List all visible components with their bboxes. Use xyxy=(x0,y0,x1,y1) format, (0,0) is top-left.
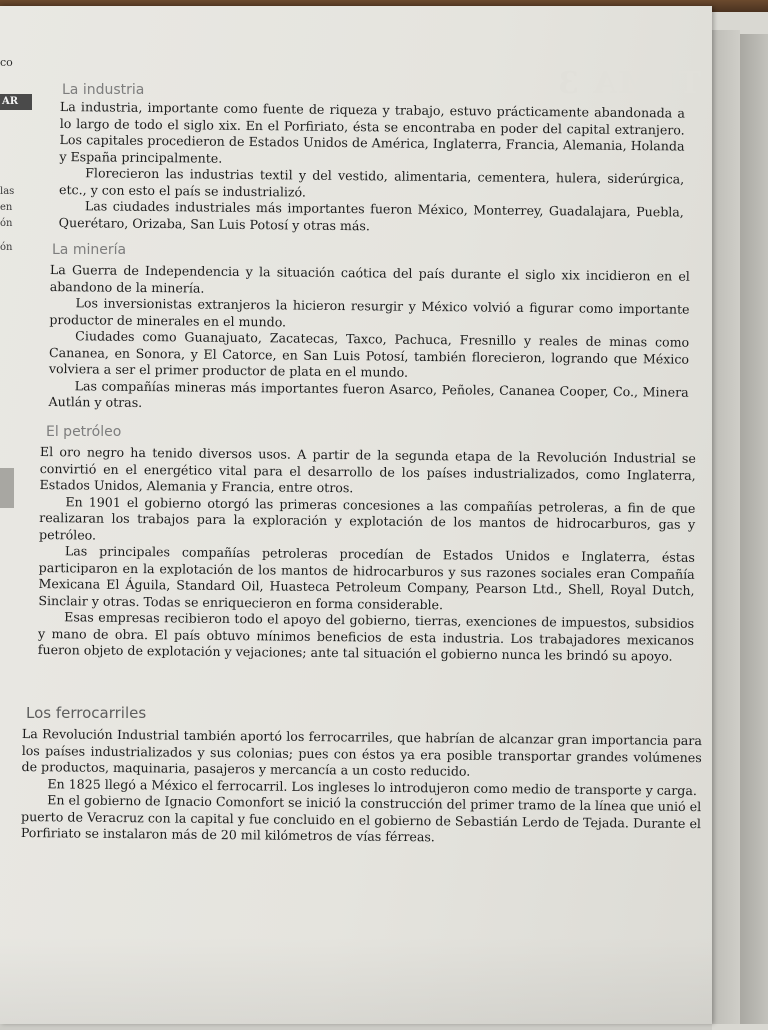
paragraph: La industria, importante como fuente de riqueza y trabajo, estuvo prácticamente abandonada a lo largo de todo el siglo xix. En el Porfiriato, ésta se encontraba en poder del capital extranjero. Los capitales procedieron de Estados Unidos de América, Inglaterra, Francia, Alemania, Holanda y España principalmente. xyxy=(59,99,685,166)
paragraph: La Guerra de Independencia y la situación caótica del país durante el siglo xix incidieron en el abandono de la minería. xyxy=(49,262,690,296)
paragraph: Esas empresas recibieron todo el apoyo del gobierno, tierras, exenciones de impuestos, subsidios y mano de obra. El país obtuvo mínimos beneficios de esta industria. Los trabajadores mexicanos fueron objeto de explotación y vejaciones; ante tal situación el gobierno nunca les brindó su apoyo. xyxy=(37,609,695,664)
page-shadow xyxy=(0,936,712,1030)
paragraph: Las ciudades industriales más importantes fueron México, Monterrey, Guadalajara, Puebla, Querétaro, Orizaba, San Luis Potosí y otras más. xyxy=(58,198,684,233)
margin-word: las xyxy=(0,186,15,197)
page-edge xyxy=(740,34,768,1024)
paragraph: Las principales compañías petroleras procedían de Estados Unidos e Inglaterra, éstas participaron en la explotación de los mantos de hidrocarburos y sus razones sociales eran Compañía Mexicana El Águila, Standard Oil, Huasteca Petroleum Company, Pearson Ltd., Shell, Royal Dutch, Sinclair y otras. Todas se enriquecieron en forma considerable. xyxy=(38,543,695,612)
margin-word: ón xyxy=(0,242,13,253)
paragraph: Las compañías mineras más importantes fueron Asarco, Peñoles, Cananea Cooper, Co., Minera Autlán y otras. xyxy=(48,377,689,410)
margin-fragment: co xyxy=(0,56,13,69)
paragraph: En el gobierno de Ignacio Comonfort se inició la construcción del primer tramo de la línea que unió el puerto de Veracruz con la capital y fue concluido en el gobierno de Sebastián Lerdo de Tejada. Durante el Porfiriato se instalaron más de 20 mil kilómetros de vías férreas. xyxy=(20,792,702,845)
margin-bar xyxy=(0,468,14,508)
paragraph: Los inversionistas extranjeros la hicieron resurgir y México volvió a figurar como importante productor de minerales en el mundo. xyxy=(49,295,690,329)
paragraph: Florecieron las industrias textil y del vestido, alimentaria, cementera, hulera, siderúrgica, etc., y con esto el país se industrializó. xyxy=(58,165,685,200)
margin-tab: AR xyxy=(0,94,32,110)
section-heading-mineria: La minería xyxy=(52,242,127,258)
paragraph: El oro negro ha tenido diversos usos. A partir de la segunda etapa de la Revolución Industrial se convirtió en el energético vital para el desarrollo de los países industrializados, como Inglaterra, Estados Unidos, Alemania y Francia, entre otros. xyxy=(39,444,696,496)
section-body-industria xyxy=(59,99,685,238)
section-heading-petroleo: El petróleo xyxy=(46,424,122,440)
margin-word: en xyxy=(0,202,13,213)
paragraph: En 1825 llegó a México el ferrocarril. Los ingleses lo introdujeron como medio de transporte y carga. xyxy=(47,775,697,798)
paragraph: La Revolución Industrial también aportó los ferrocarriles, que habrían de alcanzar gran importancia para los países industrializados y sus colonias; pues con éstos ya era posible transportar grandes volúmenes de productos, maquinaria, pasajeros y mercancía a un costo reducido. xyxy=(21,726,702,779)
section-body-mineria xyxy=(48,262,690,417)
margin-word: ón xyxy=(0,218,13,229)
section-body-petroleo xyxy=(38,444,696,665)
page-edge xyxy=(712,30,740,1024)
paragraph: En 1901 el gobierno otorgó las primeras concesiones a las compañías petroleras, a fin de que realizaran los trabajos para la exploración y explotación de los mantos de hidrocarburos, gas y petróleo. xyxy=(38,493,696,543)
paragraph: Ciudades como Guanajuato, Zacatecas, Taxco, Pachuca, Fresnillo y reales de minas como Cananea, en Sonora, y El Catorce, en San Luis Potosí, también florecieron, logrando que México volviera a ser el primer productor de plata en el mundo. xyxy=(48,328,690,380)
section-heading-ferrocarriles: Los ferrocarriles xyxy=(26,704,147,722)
section-heading-industria: La industria xyxy=(62,82,145,98)
book-page xyxy=(0,6,712,1024)
section-body-ferrocarriles xyxy=(21,726,702,849)
bleed-through-heading: TEMA 3 xyxy=(556,66,701,101)
